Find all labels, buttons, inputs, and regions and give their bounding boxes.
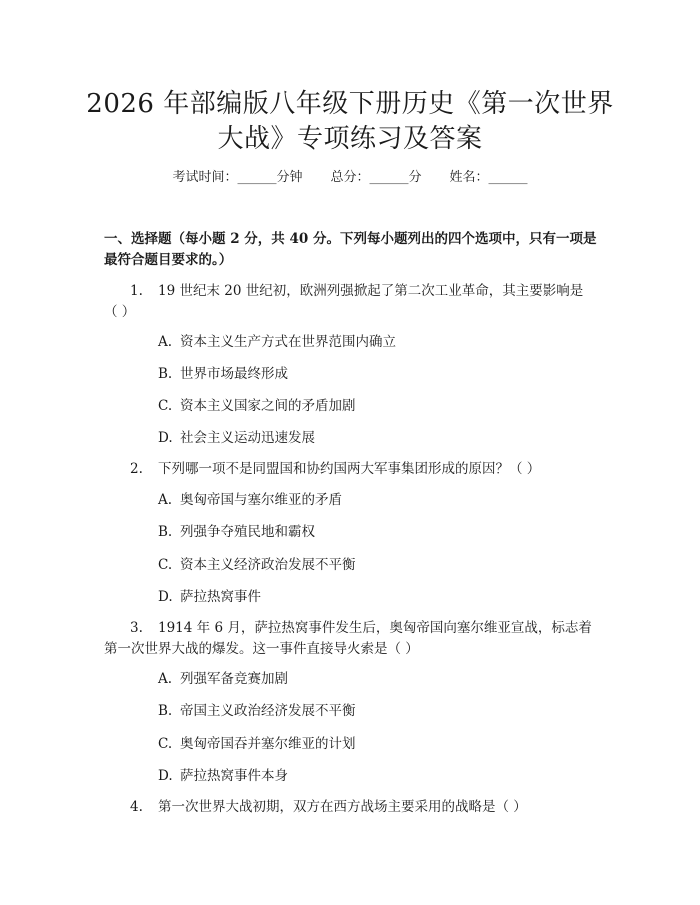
option-text: 列强争夺殖民地和霸权 [180, 524, 315, 540]
option-3b[interactable] [158, 702, 356, 721]
option-1c[interactable] [158, 397, 356, 416]
question-text-line-2: 第一次世界大战的爆发。这一事件直接导火索是（ ） [104, 641, 419, 657]
question-number: 1. [130, 283, 143, 299]
option-letter: D. [158, 430, 173, 446]
option-text: 萨拉热窝事件 [180, 589, 261, 605]
option-text: 帝国主义政治经济发展不平衡 [180, 703, 356, 719]
question-text-line-1: 第一次世界大战初期，双方在西方战场主要采用的战略是（ ） [158, 799, 527, 815]
question-number: 3. [130, 620, 143, 636]
question-1 [0, 282, 700, 322]
option-text: 资本主义经济政治发展不平衡 [180, 557, 356, 573]
option-letter: C. [158, 557, 173, 573]
option-text: 萨拉热窝事件本身 [180, 768, 288, 784]
question-text-line-2: （ ） [104, 304, 136, 320]
question-3 [0, 619, 700, 659]
question-2 [0, 460, 700, 480]
option-1a[interactable] [158, 333, 396, 352]
section-heading-line-1: 一、选择题（每小题 2 分，共 40 分。下列每小题列出的四个选项中，只有一项是 [104, 231, 597, 247]
page-title-line-1: 2026 年部编版八年级下册历史《第一次世界 [86, 89, 614, 119]
option-text: 资本主义国家之间的矛盾加剧 [180, 398, 356, 414]
option-letter: A. [158, 671, 173, 687]
option-letter: D. [158, 768, 173, 784]
section-heading-line-2: 最符合题目要求的。） [104, 252, 233, 268]
option-text: 社会主义运动迅速发展 [180, 430, 315, 446]
question-text-line-1: 下列哪一项不是同盟国和协约国两大军事集团形成的原因？（ ） [158, 461, 541, 477]
question-4 [0, 798, 700, 818]
option-letter: A. [158, 334, 173, 350]
option-text: 资本主义生产方式在世界范围内确立 [180, 334, 396, 350]
option-text: 世界市场最终形成 [180, 366, 288, 382]
option-letter: C. [158, 736, 173, 752]
option-letter: B. [158, 524, 173, 540]
option-text: 列强军备竞赛加剧 [180, 671, 288, 687]
option-letter: A. [158, 492, 173, 508]
option-1d[interactable] [158, 429, 315, 448]
question-number: 4. [130, 799, 143, 815]
option-3d[interactable] [158, 767, 288, 786]
option-1b[interactable] [158, 365, 288, 384]
exam-time-field: 考试时间：______分钟 [172, 170, 303, 185]
option-3a[interactable] [158, 670, 288, 689]
page-title-line-2: 大战》专项练习及答案 [217, 124, 483, 154]
option-2b[interactable] [158, 523, 315, 542]
total-score-field: 总分：______分 [330, 170, 422, 185]
student-name-field: 姓名：______ [449, 170, 528, 185]
question-number: 2. [130, 461, 143, 477]
option-letter: B. [158, 366, 173, 382]
option-letter: D. [158, 589, 173, 605]
option-text: 奥匈帝国吞并塞尔维亚的计划 [180, 736, 356, 752]
option-text: 奥匈帝国与塞尔维亚的矛盾 [180, 492, 342, 508]
option-letter: C. [158, 398, 173, 414]
exam-meta [0, 168, 700, 188]
option-2d[interactable] [158, 588, 261, 607]
option-2a[interactable] [158, 491, 342, 510]
option-letter: B. [158, 703, 173, 719]
option-3c[interactable] [158, 735, 356, 754]
question-text-line-1: 1914 年 6 月，萨拉热窝事件发生后，奥匈帝国向塞尔维亚宣战，标志着 [158, 620, 592, 636]
question-text-line-1: 19 世纪末 20 世纪初，欧洲列强掀起了第二次工业革命，其主要影响是 [158, 283, 584, 299]
option-2c[interactable] [158, 556, 356, 575]
